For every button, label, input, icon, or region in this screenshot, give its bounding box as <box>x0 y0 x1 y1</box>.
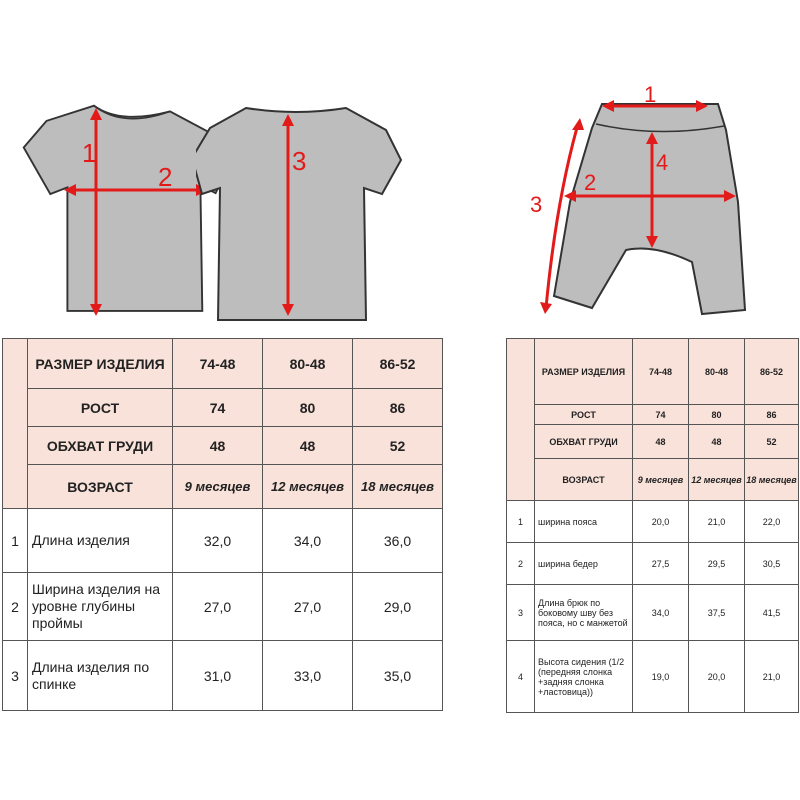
header-value: 9 месяцев <box>633 459 689 501</box>
row-value: 21,0 <box>745 641 799 713</box>
header-label: ОБХВАТ ГРУДИ <box>535 425 633 459</box>
row-label: Длина брюк по боковому шву без пояса, но с манжетой <box>535 585 633 641</box>
row-value: 31,0 <box>173 641 263 711</box>
row-label: Длина изделия <box>28 509 173 573</box>
table-row <box>3 641 443 711</box>
header-value: 9 месяцев <box>173 465 263 509</box>
row-value: 34,0 <box>633 585 689 641</box>
pants-header-age <box>507 459 799 501</box>
header-value: 48 <box>689 425 745 459</box>
header-value: 12 месяцев <box>263 465 353 509</box>
row-value: 20,0 <box>689 641 745 713</box>
header-label: РОСТ <box>535 405 633 425</box>
header-value: 12 месяцев <box>689 459 745 501</box>
table-row <box>507 501 799 543</box>
shirt-header-chest <box>3 427 443 465</box>
row-value: 34,0 <box>263 509 353 573</box>
row-value: 19,0 <box>633 641 689 713</box>
row-label: Высота сидения (1/2 (передняя слонка +задняя слонка +ластовица)) <box>535 641 633 713</box>
row-value: 27,5 <box>633 543 689 585</box>
pants-size-table <box>506 338 799 713</box>
header-value: 86 <box>745 405 799 425</box>
row-number: 3 <box>3 641 28 711</box>
table-row <box>507 543 799 585</box>
row-value: 29,5 <box>689 543 745 585</box>
tshirt-back-figure <box>196 100 411 330</box>
row-value: 32,0 <box>173 509 263 573</box>
label-pants-4: 4 <box>656 150 669 175</box>
header-label: ВОЗРАСТ <box>535 459 633 501</box>
header-label: РАЗМЕР ИЗДЕЛИЯ <box>28 339 173 389</box>
tshirt-back-shape <box>196 108 401 320</box>
shirt-header-height <box>3 389 443 427</box>
table-row <box>507 585 799 641</box>
row-value: 30,5 <box>745 543 799 585</box>
corner-cell <box>507 339 535 501</box>
header-value: 74-48 <box>173 339 263 389</box>
row-number: 1 <box>3 509 28 573</box>
header-value: 74-48 <box>633 339 689 405</box>
row-value: 27,0 <box>173 573 263 641</box>
pants-header-height <box>507 405 799 425</box>
row-value: 29,0 <box>353 573 443 641</box>
header-value: 86-52 <box>745 339 799 405</box>
header-value: 48 <box>633 425 689 459</box>
label-pants-1: 1 <box>644 82 657 107</box>
header-value: 86-52 <box>353 339 443 389</box>
row-value: 37,5 <box>689 585 745 641</box>
row-number: 2 <box>3 573 28 641</box>
pants-shape <box>554 104 745 314</box>
header-value: 86 <box>353 389 443 427</box>
row-value: 36,0 <box>353 509 443 573</box>
table-row <box>3 573 443 641</box>
header-label: РАЗМЕР ИЗДЕЛИЯ <box>535 339 633 405</box>
pants-header-chest <box>507 425 799 459</box>
header-value: 52 <box>353 427 443 465</box>
row-number: 4 <box>507 641 535 713</box>
header-value: 52 <box>745 425 799 459</box>
row-value: 41,5 <box>745 585 799 641</box>
row-label: ширина бедер <box>535 543 633 585</box>
shirt-header-size <box>3 339 443 389</box>
row-label: Ширина изделия на уровне глубины проймы <box>28 573 173 641</box>
header-value: 48 <box>263 427 353 465</box>
row-number: 3 <box>507 585 535 641</box>
row-number: 2 <box>507 543 535 585</box>
pants-header-size <box>507 339 799 405</box>
row-label: ширина пояса <box>535 501 633 543</box>
header-value: 80-48 <box>263 339 353 389</box>
row-value: 21,0 <box>689 501 745 543</box>
header-value: 80 <box>689 405 745 425</box>
row-value: 35,0 <box>353 641 443 711</box>
label-shirt-3: 3 <box>292 146 307 176</box>
row-value: 20,0 <box>633 501 689 543</box>
row-number: 1 <box>507 501 535 543</box>
header-label: ОБХВАТ ГРУДИ <box>28 427 173 465</box>
row-value: 27,0 <box>263 573 353 641</box>
row-value: 22,0 <box>745 501 799 543</box>
table-row <box>3 509 443 573</box>
label-pants-3: 3 <box>530 192 543 217</box>
shirt-header-age <box>3 465 443 509</box>
header-value: 18 месяцев <box>745 459 799 501</box>
header-label: РОСТ <box>28 389 173 427</box>
header-value: 80 <box>263 389 353 427</box>
row-value: 33,0 <box>263 641 353 711</box>
header-value: 80-48 <box>689 339 745 405</box>
row-label: Длина изделия по спинке <box>28 641 173 711</box>
shirt-size-table <box>2 338 443 711</box>
header-label: ВОЗРАСТ <box>28 465 173 509</box>
label-pants-2: 2 <box>584 170 597 195</box>
header-value: 48 <box>173 427 263 465</box>
header-value: 18 месяцев <box>353 465 443 509</box>
table-row <box>507 641 799 713</box>
corner-cell <box>3 339 28 509</box>
pants-figure <box>530 82 760 332</box>
label-shirt-2: 2 <box>158 162 173 192</box>
header-value: 74 <box>633 405 689 425</box>
label-shirt-1: 1 <box>82 138 97 168</box>
header-value: 74 <box>173 389 263 427</box>
